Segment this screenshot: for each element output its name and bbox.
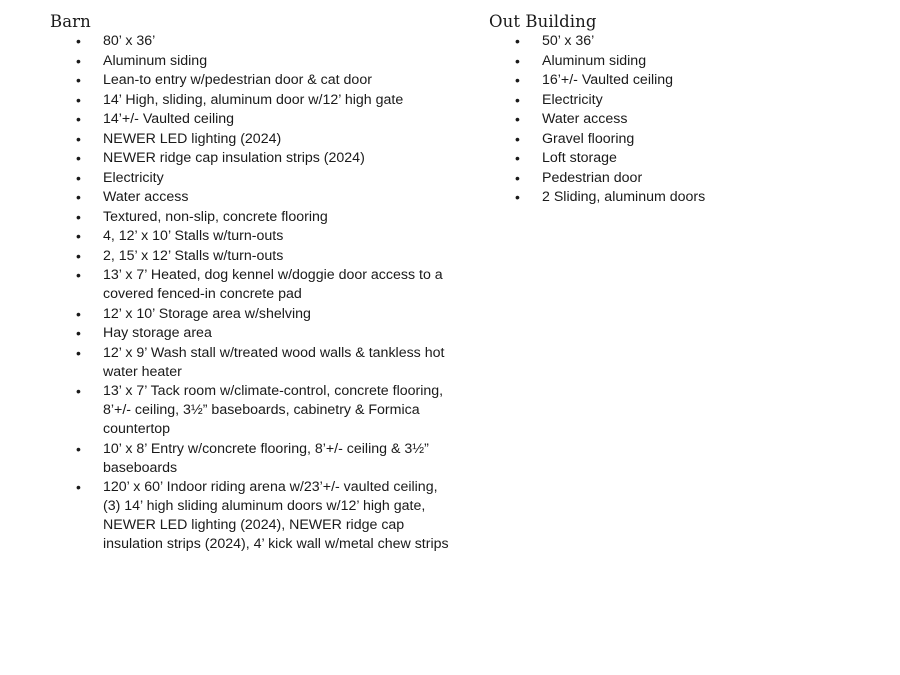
out-building-feature-list [489,32,869,207]
list-item: • Electricity [50,169,450,188]
list-item: • 13’ x 7’ Tack room w/climate-control, concrete flooring, 8’+/- ceiling, 3½” baseboards, cabinetry & Formica countertop [50,382,450,439]
list-item: • 14’ High, sliding, aluminum door w/12’ high gate [50,91,450,110]
barn-heading: Barn [50,12,91,31]
list-item: • NEWER LED lighting (2024) [50,130,450,149]
list-item: • Loft storage [489,149,869,168]
list-item: • 16’+/- Vaulted ceiling [489,71,869,90]
list-item: • 2, 15’ x 12’ Stalls w/turn-outs [50,247,450,266]
list-item: • Lean-to entry w/pedestrian door & cat door [50,71,450,90]
list-item: • 10’ x 8’ Entry w/concrete flooring, 8’+/- ceiling & 3½” baseboards [50,440,450,478]
out-building-heading: Out Building [489,12,597,31]
list-item: • Aluminum siding [50,52,450,71]
barn-section [50,12,450,555]
list-item: • 4, 12’ x 10’ Stalls w/turn-outs [50,227,450,246]
list-item: • 2 Sliding, aluminum doors [489,188,869,207]
list-item: • 50’ x 36’ [489,32,869,51]
list-item: • Hay storage area [50,324,450,343]
list-item: • NEWER ridge cap insulation strips (2024) [50,149,450,168]
list-item: • 12’ x 9’ Wash stall w/treated wood walls & tankless hot water heater [50,344,450,382]
list-item: • Gravel flooring [489,130,869,149]
list-item: • 120’ x 60’ Indoor riding arena w/23’+/- vaulted ceiling, (3) 14’ high sliding aluminum doors w/12’ high gate, NEWER LED lighting (2024), NEWER ridge cap insulation strips (2024), 4’ kick wall w/metal chew strips [50,478,450,554]
list-item: • 14’+/- Vaulted ceiling [50,110,450,129]
list-item: • 12’ x 10’ Storage area w/shelving [50,305,450,324]
out-building-section [489,12,869,208]
list-item: • 80’ x 36’ [50,32,450,51]
list-item: • Pedestrian door [489,169,869,188]
list-item: • Water access [50,188,450,207]
list-item: • Water access [489,110,869,129]
barn-feature-list [50,32,450,554]
list-item: • Electricity [489,91,869,110]
list-item: • 13’ x 7’ Heated, dog kennel w/doggie door access to a covered fenced-in concrete pad [50,266,450,304]
list-item: • Aluminum siding [489,52,869,71]
list-item: • Textured, non-slip, concrete flooring [50,208,450,227]
